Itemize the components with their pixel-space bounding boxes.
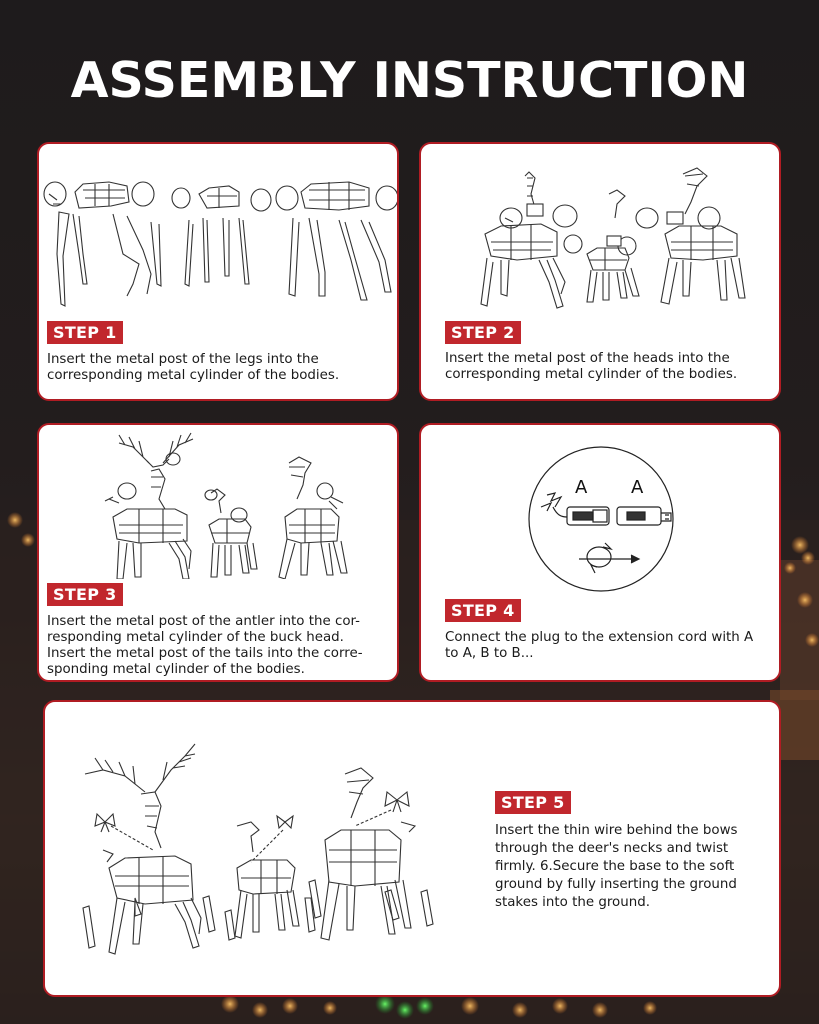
step-3-description bbox=[47, 614, 363, 678]
step-2-illustration bbox=[421, 164, 781, 314]
plug-label-right: A bbox=[631, 477, 644, 498]
step-5-line-4: ground by fully inserting the ground bbox=[495, 877, 737, 892]
step-2-description bbox=[445, 351, 737, 383]
step-4-illustration bbox=[421, 435, 781, 595]
step-5-description bbox=[495, 822, 738, 912]
step-3-line-3: Insert the metal post of the tails into the corre- bbox=[47, 646, 363, 661]
plug-label-left: A bbox=[575, 477, 588, 498]
step-4-line-1: Connect the plug to the extension cord with A bbox=[445, 630, 754, 645]
step-1-line-2: corresponding metal cylinder of the bodies. bbox=[47, 368, 340, 383]
step-2-badge: STEP 2 bbox=[445, 321, 521, 344]
step-1-badge: STEP 1 bbox=[47, 321, 123, 344]
step-5-badge: STEP 5 bbox=[495, 791, 571, 814]
step-1-line-1: Insert the metal post of the legs into the bbox=[47, 352, 319, 367]
step-5-line-1: Insert the thin wire behind the bows bbox=[495, 823, 738, 838]
step-1-description bbox=[47, 352, 339, 384]
step-4-line-2: to A, B to B... bbox=[445, 646, 534, 661]
step-2-line-1: Insert the metal post of the heads into the bbox=[445, 351, 730, 366]
page-title: ASSEMBLY INSTRUCTION bbox=[70, 52, 749, 109]
step-3-line-4: sponding metal cylinder of the bodies. bbox=[47, 662, 305, 677]
step-4-badge: STEP 4 bbox=[445, 599, 521, 622]
step-4-card bbox=[419, 423, 781, 682]
step-5-card bbox=[43, 700, 781, 997]
step-4-description bbox=[445, 630, 753, 662]
step-1-card bbox=[37, 142, 399, 401]
step-5-line-5: stakes into the ground. bbox=[495, 895, 650, 910]
step-2-line-2: corresponding metal cylinder of the bodies. bbox=[445, 367, 738, 382]
step-3-card bbox=[37, 423, 399, 682]
step-2-card bbox=[419, 142, 781, 401]
step-1-illustration bbox=[39, 164, 399, 344]
step-3-line-1: Insert the metal post of the antler into the cor- bbox=[47, 614, 361, 629]
step-5-illustration bbox=[55, 722, 475, 982]
step-5-line-3: firmly. 6.Secure the base to the soft bbox=[495, 859, 735, 874]
step-3-badge: STEP 3 bbox=[47, 583, 123, 606]
step-5-line-2: through the deer's necks and twist bbox=[495, 841, 729, 856]
step-3-line-2: responding metal cylinder of the buck head. bbox=[47, 630, 344, 645]
step-3-illustration bbox=[39, 429, 399, 579]
